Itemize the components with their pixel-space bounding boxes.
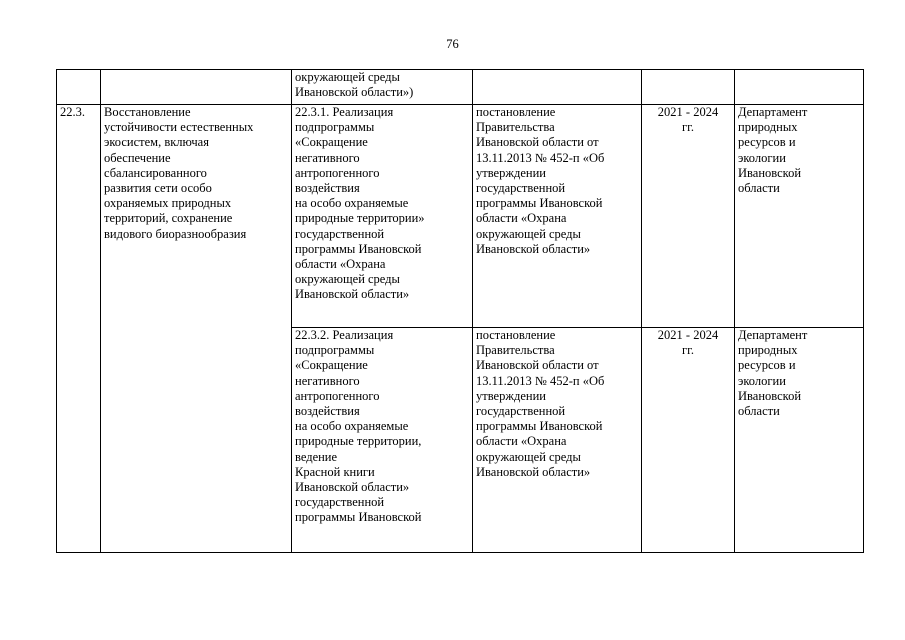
cell-measure: окружающей среды Ивановской области») [292, 70, 473, 105]
cell-act: постановление Правительства Ивановской области от 13.11.2013 № 452-п «Об утверждении государственной программы Ивановской области «Охрана окружающей среды Ивановской области» [473, 105, 642, 328]
cell-name: Восстановление устойчивости естественных экосистем, включая обеспечение сбалансированного развития сети особо охраняемых природных территорий, сохранение видового биоразнообразия [101, 105, 292, 553]
cell-period: 2021 - 2024 гг. [642, 328, 735, 553]
cell-number: 22.3. [57, 105, 101, 553]
cell-responsible: Департамент природных ресурсов и экологии Ивановской области [735, 328, 864, 553]
table-row [57, 70, 864, 105]
cell-measure: 22.3.1. Реализация подпрограммы «Сокращение негативного антропогенного воздействия на особо охраняемые природные территории» государственной программы Ивановской области «Охрана окружающей среды Ивановской области» [292, 105, 473, 328]
page-number: 76 [446, 37, 459, 51]
cell-number [57, 70, 101, 105]
cell-name [101, 70, 292, 105]
cell-period: 2021 - 2024 гг. [642, 105, 735, 328]
cell-responsible: Департамент природных ресурсов и экологии Ивановской области [735, 105, 864, 328]
cell-period [642, 70, 735, 105]
measures-table [56, 69, 864, 553]
cell-measure: 22.3.2. Реализация подпрограммы «Сокращение негативного антропогенного воздействия на особо охраняемые природные территории, ведение Красной книги Ивановской области» государственной программы Ивановской [292, 328, 473, 553]
cell-act [473, 70, 642, 105]
table-row [57, 105, 864, 328]
cell-act: постановление Правительства Ивановской области от 13.11.2013 № 452-п «Об утверждении государственной программы Ивановской области «Охрана окружающей среды Ивановской области» [473, 328, 642, 553]
cell-responsible [735, 70, 864, 105]
